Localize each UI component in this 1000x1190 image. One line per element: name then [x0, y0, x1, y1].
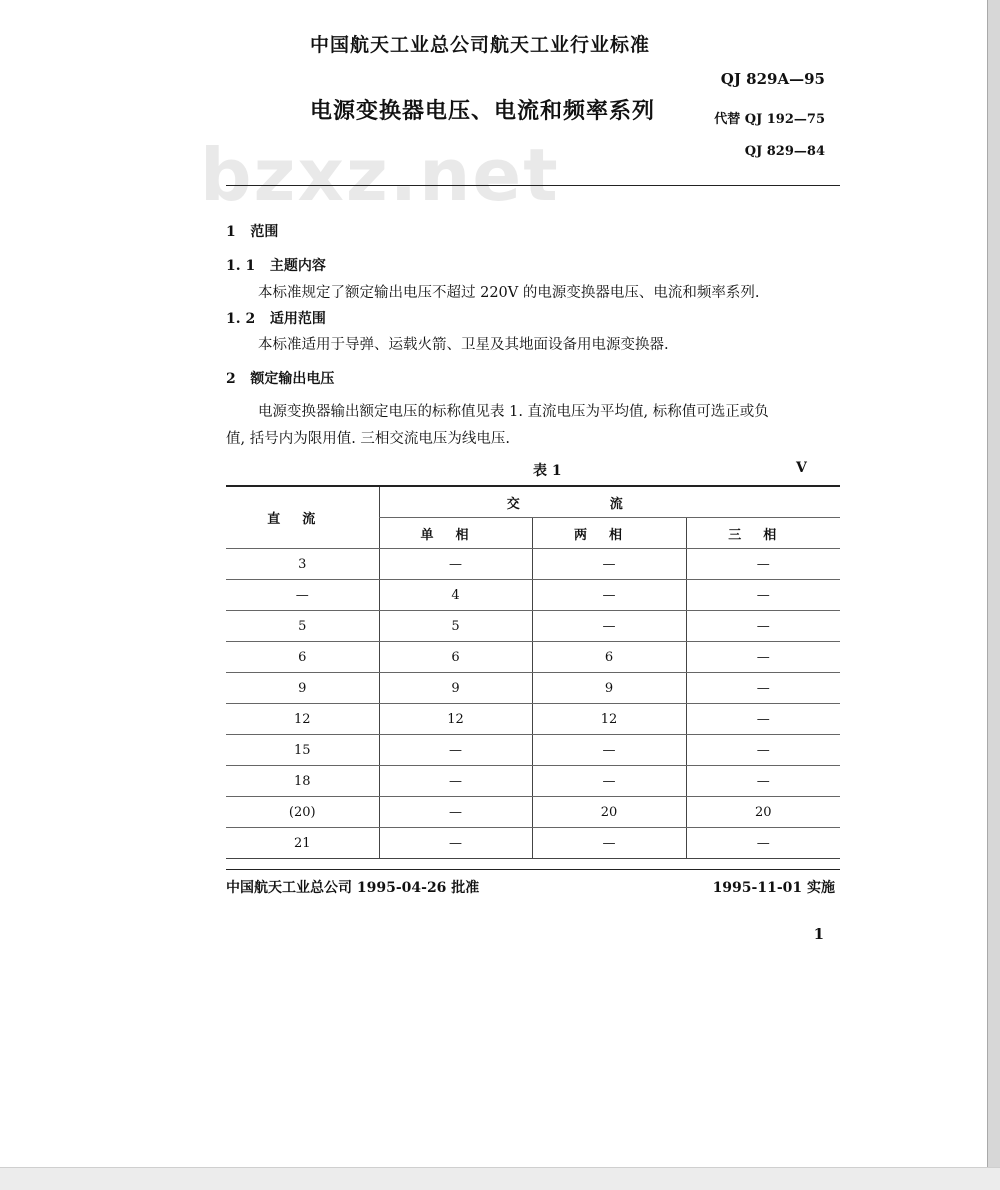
cell-dc: 5	[226, 611, 379, 642]
cell-two-phase: —	[532, 580, 686, 611]
cell-two-phase: 6	[532, 642, 686, 673]
cell-single-phase: 12	[379, 704, 532, 735]
cell-single-phase: —	[379, 797, 532, 828]
section-1-2-text: 本标准适用于导弹、运载火箭、卫星及其地面设备用电源变换器.	[258, 337, 669, 353]
cell-three-phase: —	[686, 549, 840, 580]
cell-two-phase: —	[532, 766, 686, 797]
table-row	[226, 642, 840, 673]
table-caption: 表 1	[533, 463, 562, 479]
table-unit: V	[796, 460, 807, 476]
table-row	[226, 797, 840, 828]
section-2-heading	[226, 368, 334, 388]
replaces-standard-2: QJ 829—84	[744, 144, 825, 159]
header-divider	[226, 185, 840, 186]
section-1-heading	[226, 221, 278, 241]
header-two-phase: 两相	[532, 518, 686, 549]
standard-number: QJ 829A—95	[720, 70, 825, 88]
document-title: 电源变换器电压、电流和频率系列	[310, 98, 656, 124]
viewer-bottom-strip	[0, 1167, 1000, 1190]
cell-three-phase: —	[686, 828, 840, 859]
table-row	[226, 766, 840, 797]
section-2-paragraph-line-2: 值, 括号内为限用值. 三相交流电压为线电压.	[226, 431, 511, 447]
section-title: 主题内容	[269, 258, 326, 274]
cell-three-phase: —	[686, 580, 840, 611]
header-three-phase: 三相	[686, 518, 840, 549]
table-row	[226, 735, 840, 766]
cell-dc: (20)	[226, 797, 379, 828]
cell-dc: 21	[226, 828, 379, 859]
cell-two-phase: —	[532, 549, 686, 580]
cell-single-phase: —	[379, 549, 532, 580]
header-ac: 交流	[379, 486, 840, 518]
cell-three-phase: —	[686, 642, 840, 673]
section-1-1-text: 本标准规定了额定输出电压不超过 220V 的电源变换器电压、电流和频率系列.	[258, 285, 760, 301]
table-row	[226, 611, 840, 642]
cell-three-phase: —	[686, 704, 840, 735]
section-title: 额定输出电压	[250, 371, 335, 387]
section-number: 1	[226, 224, 236, 240]
section-title: 适用范围	[269, 311, 326, 327]
cell-two-phase: 12	[532, 704, 686, 735]
cell-three-phase: —	[686, 673, 840, 704]
section-1-2-heading	[226, 308, 326, 328]
table-row	[226, 828, 840, 859]
cell-single-phase: 6	[379, 642, 532, 673]
cell-dc: 12	[226, 704, 379, 735]
watermark-text: bzxz.net	[200, 133, 560, 217]
voltage-table	[226, 485, 840, 859]
section-2-paragraph-line-1: 电源变换器输出额定电压的标称值见表 1. 直流电压为平均值, 标称值可选正或负	[258, 404, 769, 420]
table-row	[226, 673, 840, 704]
cell-single-phase: 4	[379, 580, 532, 611]
cell-three-phase: —	[686, 735, 840, 766]
cell-single-phase: —	[379, 828, 532, 859]
header-dc: 直流	[226, 486, 379, 549]
effective-date: 1995-11-01 实施	[712, 880, 835, 896]
cell-three-phase: —	[686, 766, 840, 797]
section-title: 范围	[250, 224, 279, 240]
header-single-phase: 单相	[379, 518, 532, 549]
cell-three-phase: —	[686, 611, 840, 642]
cell-single-phase: —	[379, 735, 532, 766]
section-number: 1. 1	[226, 258, 256, 274]
footer-divider	[226, 869, 840, 870]
table-row	[226, 580, 840, 611]
cell-dc: 3	[226, 549, 379, 580]
section-number: 1. 2	[226, 311, 256, 327]
cell-single-phase: 9	[379, 673, 532, 704]
cell-two-phase: —	[532, 611, 686, 642]
cell-dc: 15	[226, 735, 379, 766]
page-number: 1	[813, 925, 824, 943]
section-number: 2	[226, 371, 236, 387]
cell-dc: 6	[226, 642, 379, 673]
cell-three-phase: 20	[686, 797, 840, 828]
cell-dc: —	[226, 580, 379, 611]
cell-single-phase: 5	[379, 611, 532, 642]
approval-line: 中国航天工业总公司 1995-04-26 批准	[226, 880, 480, 896]
cell-dc: 9	[226, 673, 379, 704]
table-row	[226, 704, 840, 735]
section-1-1-heading	[226, 255, 326, 275]
table-header-row	[226, 486, 840, 518]
cell-single-phase: —	[379, 766, 532, 797]
table-row	[226, 549, 840, 580]
replaces-standard-1: 代替 QJ 192—75	[714, 112, 825, 127]
issuing-organization-heading: 中国航天工业总公司航天工业行业标准	[309, 34, 650, 56]
cell-dc: 18	[226, 766, 379, 797]
viewer-scrollbar-gutter	[988, 0, 1000, 1190]
cell-two-phase: —	[532, 735, 686, 766]
cell-two-phase: —	[532, 828, 686, 859]
cell-two-phase: 20	[532, 797, 686, 828]
cell-two-phase: 9	[532, 673, 686, 704]
